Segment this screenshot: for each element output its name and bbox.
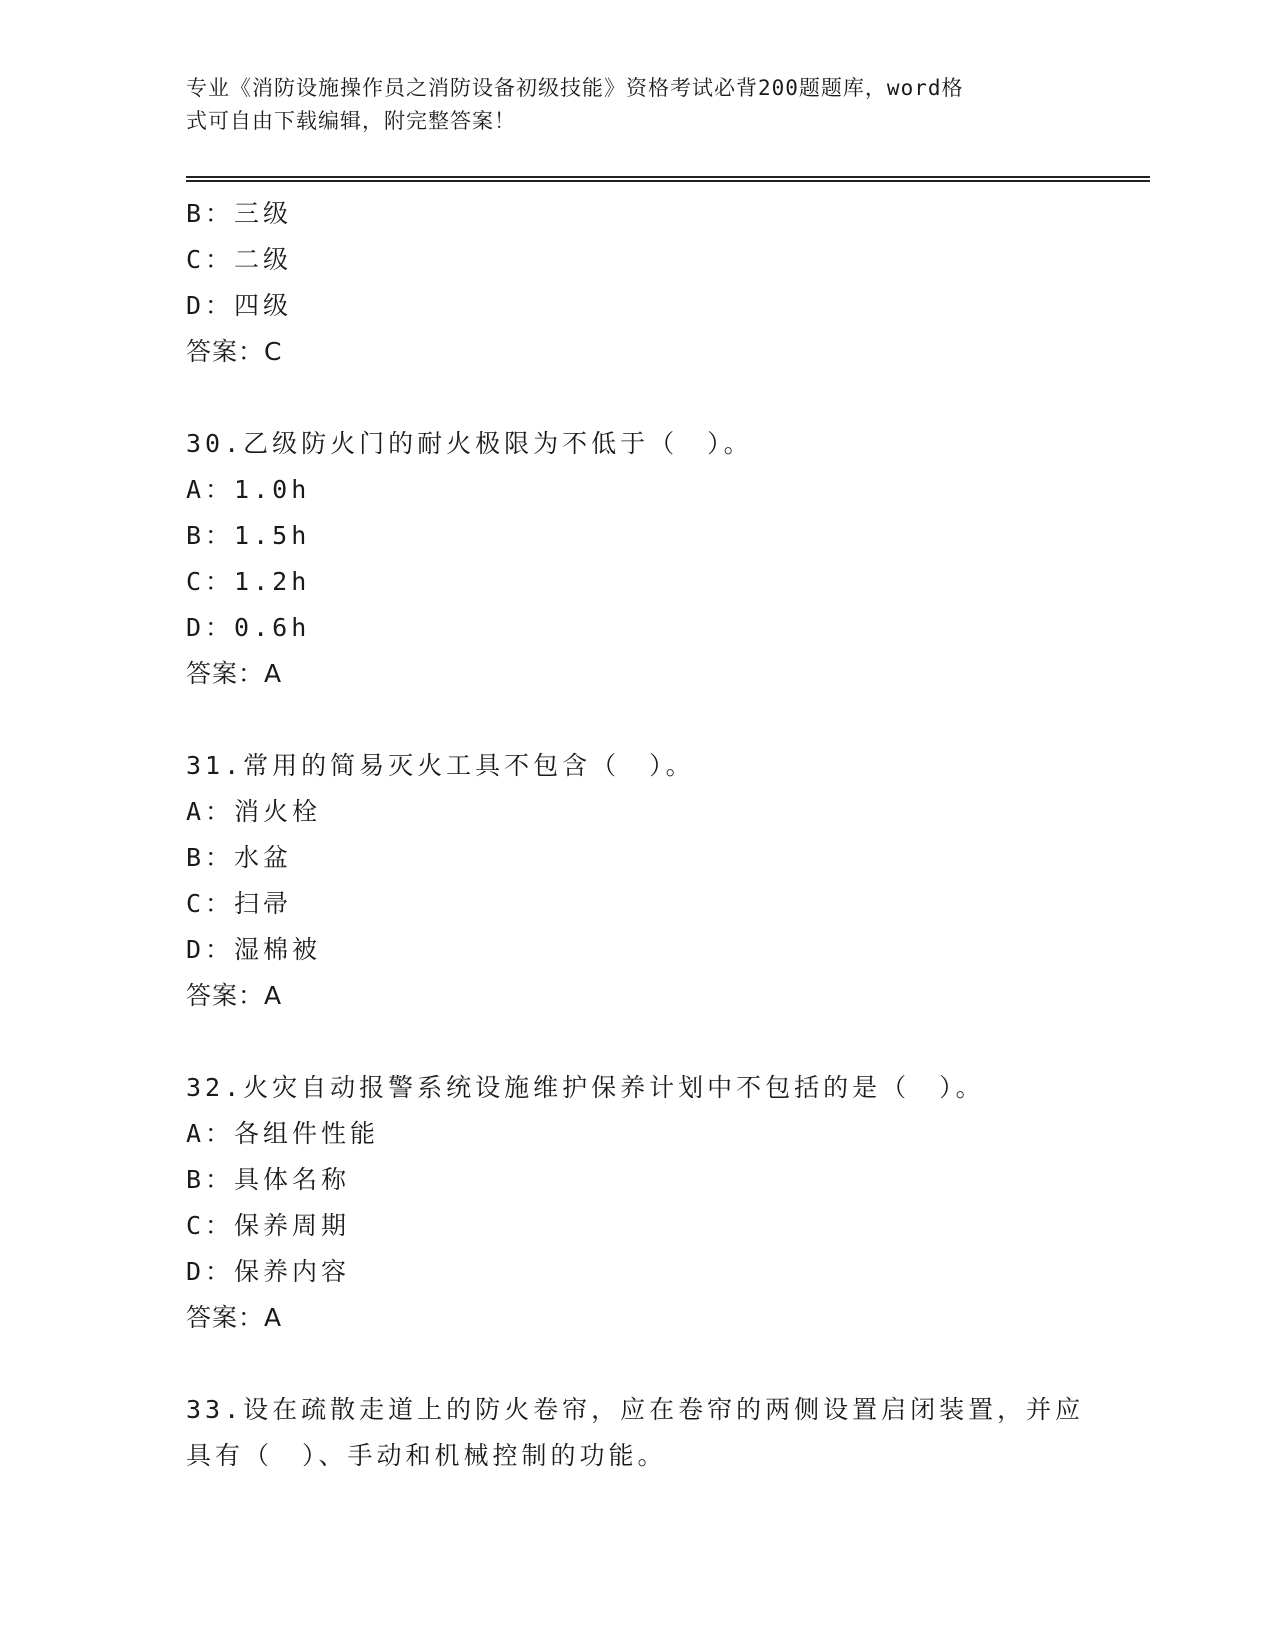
option-c: C：保养周期 xyxy=(186,1211,351,1240)
answer-line: 答案：C xyxy=(186,337,283,366)
header-title-line-2: 式可自由下载编辑，附完整答案！ xyxy=(186,109,516,133)
spacer xyxy=(186,697,1150,743)
option-b: B：具体名称 xyxy=(186,1165,351,1194)
option-b: B：三级 xyxy=(186,199,293,228)
option-d: D：保养内容 xyxy=(186,1257,351,1286)
option-c: C：扫帚 xyxy=(186,889,293,918)
option-b: B：1.5h xyxy=(186,521,311,550)
question-text: 32.火灾自动报警系统设施维护保养计划中不包括的是（ ）。 xyxy=(186,1073,985,1102)
question-block-30 xyxy=(186,421,1150,697)
header-double-rule xyxy=(186,176,1150,182)
question-text: 31.常用的简易灭火工具不包含（ ）。 xyxy=(186,751,695,780)
question-block-32 xyxy=(186,1065,1150,1341)
option-a: A：1.0h xyxy=(186,475,311,504)
question-block-carryover xyxy=(186,191,1150,375)
option-a: A：各组件性能 xyxy=(186,1119,380,1148)
spacer xyxy=(186,375,1150,421)
option-d: D：四级 xyxy=(186,291,293,320)
option-c: C：1.2h xyxy=(186,567,311,596)
question-text-line-2: 具有（ ）、手动和机械控制的功能。 xyxy=(186,1441,667,1470)
option-d: D：湿棉被 xyxy=(186,935,322,964)
question-block-31 xyxy=(186,743,1150,1019)
question-list xyxy=(186,191,1150,1479)
option-a: A：消火栓 xyxy=(186,797,322,826)
answer-line: 答案：A xyxy=(186,1303,283,1332)
question-block-33 xyxy=(186,1387,1150,1479)
option-c: C：二级 xyxy=(186,245,293,274)
option-b: B：水盆 xyxy=(186,843,293,872)
spacer xyxy=(186,1019,1150,1065)
header-title-line-1: 专业《消防设施操作员之消防设备初级技能》资格考试必背200题题库，word格 xyxy=(186,76,964,100)
option-d: D：0.6h xyxy=(186,613,311,642)
spacer xyxy=(186,1341,1150,1387)
question-text: 30.乙级防火门的耐火极限为不低于（ ）。 xyxy=(186,429,753,458)
question-text-line-1: 33.设在疏散走道上的防火卷帘，应在卷帘的两侧设置启闭装置，并应 xyxy=(186,1395,1085,1424)
document-header xyxy=(186,72,1066,138)
answer-line: 答案：A xyxy=(186,659,283,688)
answer-line: 答案：A xyxy=(186,981,283,1010)
